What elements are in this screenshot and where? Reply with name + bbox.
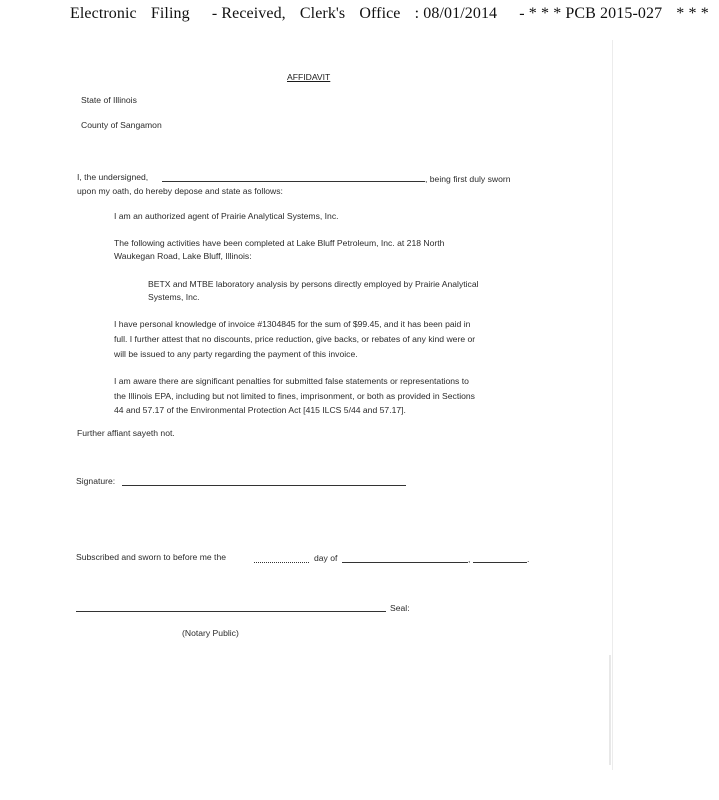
signature-label: Signature: — [76, 476, 116, 486]
header-part: : 08/01/2014 — [414, 5, 498, 22]
header-part: Filing — [150, 5, 190, 22]
county-line: County of Sangamon — [81, 120, 162, 130]
scan-edge-mark — [609, 655, 611, 765]
header-part: Office — [359, 5, 401, 22]
knowledge-line1: I have personal knowledge of invoice #1304845 for the sum of $99.45, and it has been paid in — [114, 319, 471, 329]
intro-prefix: I, the undersigned, — [77, 172, 149, 182]
state-line: State of Illinois — [81, 95, 137, 105]
signature-line — [122, 485, 406, 486]
activity-item-line2: Systems, Inc. — [148, 292, 200, 302]
day-blank — [254, 562, 309, 563]
day-of-label: day of — [314, 553, 338, 563]
activity-item-line1: BETX and MTBE laboratory analysis by persons directly employed by Prairie Analytical — [148, 279, 479, 289]
intro-suffix: , being first duly sworn — [425, 174, 511, 184]
year-blank — [473, 562, 527, 563]
further-affiant: Further affiant sayeth not. — [77, 428, 175, 438]
filing-header — [70, 5, 719, 23]
notary-signature-line — [76, 611, 386, 612]
intro-line2: upon my oath, do hereby depose and state as follows: — [77, 186, 283, 196]
month-blank — [342, 562, 468, 563]
header-part: * * * — [676, 5, 709, 22]
knowledge-line2: full. I further attest that no discounts, price reduction, give backs, or rebates of any kind were or — [114, 334, 476, 344]
activities-line1: The following activities have been completed at Lake Bluff Petroleum, Inc. at 218 North — [114, 238, 445, 248]
date-period: . — [527, 554, 530, 564]
scan-edge-mark — [612, 40, 613, 770]
header-part: Clerk's — [299, 5, 346, 22]
penalties-line2: the Illinois EPA, including but not limited to fines, imprisonment, or both as provided in Sections — [114, 391, 475, 401]
notary-public-label: (Notary Public) — [182, 628, 239, 638]
header-part: - * * * PCB 2015-027 — [519, 5, 663, 22]
document-title: AFFIDAVIT — [287, 72, 331, 82]
agent-statement: I am an authorized agent of Prairie Analytical Systems, Inc. — [114, 211, 339, 221]
subscribed-prefix: Subscribed and sworn to before me the — [76, 552, 227, 562]
header-part: - Received, — [211, 5, 286, 22]
penalties-line3: 44 and 57.17 of the Environmental Protection Act [415 ILCS 5/44 and 57.17]. — [114, 405, 406, 415]
header-part: Electronic — [70, 5, 137, 22]
affiant-name-blank — [162, 181, 425, 182]
date-comma: , — [468, 554, 471, 564]
knowledge-line3: will be issued to any party regarding the payment of this invoice. — [114, 349, 358, 359]
activities-line2: Waukegan Road, Lake Bluff, Illinois: — [114, 251, 252, 261]
penalties-line1: I am aware there are significant penalties for submitted false statements or representations to — [114, 376, 469, 386]
seal-label: Seal: — [390, 603, 410, 613]
